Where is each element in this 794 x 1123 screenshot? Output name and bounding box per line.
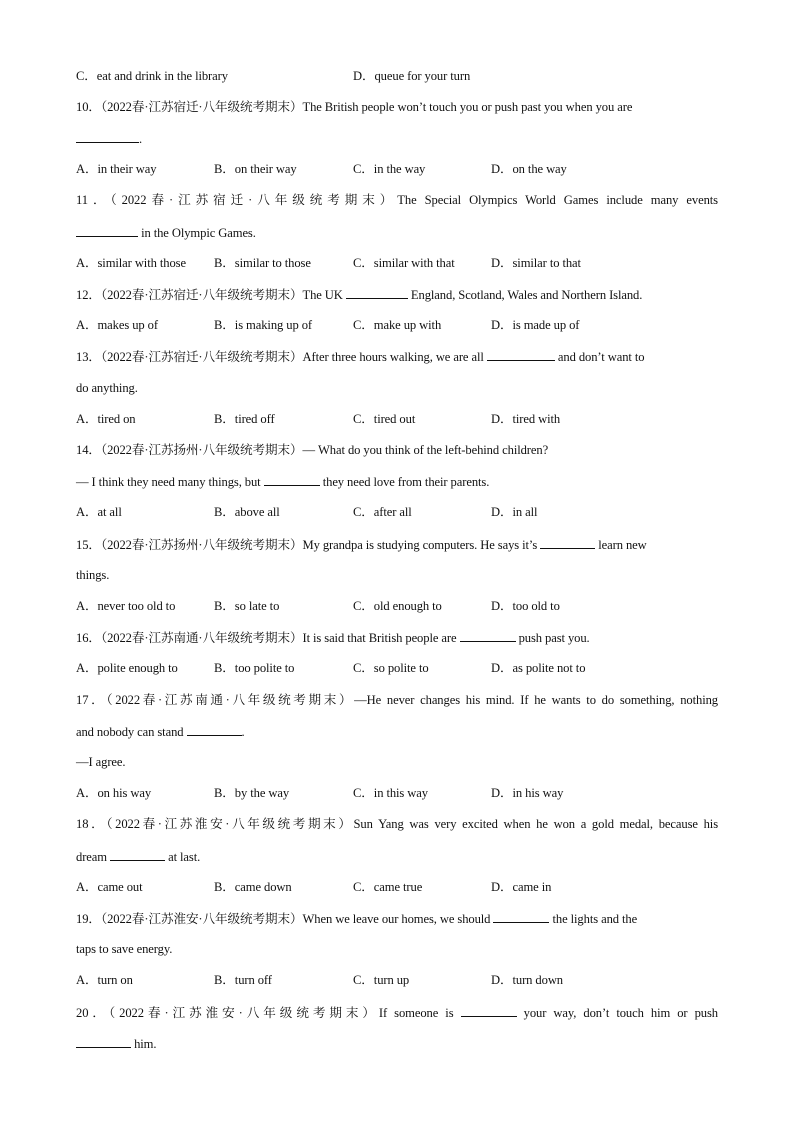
question-19-stem <box>76 910 718 927</box>
option-c: C．so polite to <box>353 661 429 675</box>
option-c: C．old enough to <box>353 599 442 613</box>
question-13-stem <box>76 348 718 365</box>
answer-blank <box>76 1035 131 1048</box>
question-text: England, Scotland, Wales and Northern Island. <box>410 288 643 302</box>
question-text: 11．（2022春·江苏宿迁·八年级统考期末）The Special Olympics World Games include many events <box>76 193 718 207</box>
option-b: B．above all <box>214 505 280 519</box>
answer-blank <box>460 629 516 642</box>
answer-blank <box>76 130 139 143</box>
question-17-stem <box>76 692 718 708</box>
question-text: 18．（2022春·江苏淮安·八年级统考期末）Sun Yang was very excited when he won a gold medal, because his <box>76 817 718 831</box>
answer-blank <box>487 348 555 361</box>
question-text: dream <box>76 850 107 864</box>
question-15-stem <box>76 536 718 553</box>
question-13-stem-cont <box>76 380 718 396</box>
question-20-stem <box>76 1004 718 1021</box>
option-c: C．tired out <box>353 412 416 426</box>
option-c: C．similar with that <box>353 256 455 270</box>
option-c: C．make up with <box>353 318 442 332</box>
option-c: C．came true <box>353 880 423 894</box>
option-d: D．turn down <box>491 973 564 987</box>
answer-blank <box>346 286 408 299</box>
option-a: A．at all <box>76 505 122 519</box>
option-d: D．in all <box>491 505 538 519</box>
option-d: D．in his way <box>491 786 564 800</box>
question-18-stem-cont <box>76 848 718 865</box>
option-a: A．came out <box>76 880 143 894</box>
option-b: B．turn off <box>214 973 272 987</box>
option-a: A．on his way <box>76 786 152 800</box>
option-a: A．turn on <box>76 973 133 987</box>
option-a: A．makes up of <box>76 318 158 332</box>
answer-blank <box>461 1004 517 1017</box>
question-text: and don’t want to <box>557 350 645 364</box>
option-d: D．queue for your turn <box>353 69 471 83</box>
option-a: A．polite enough to <box>76 661 178 675</box>
question-10-stem-cont <box>76 130 718 147</box>
question-17-reply <box>76 754 718 770</box>
question-text: 20．（2022春·江苏淮安·八年级统考期末）If someone is <box>76 1006 454 1020</box>
question-text: . <box>139 132 143 146</box>
question-17-stem-cont <box>76 723 718 740</box>
option-c: C．in this way <box>353 786 428 800</box>
option-c: C．turn up <box>353 973 410 987</box>
option-c: C．in the way <box>353 162 426 176</box>
answer-blank <box>76 224 138 237</box>
question-text: 19．（2022春·江苏淮安·八年级统考期末）When we leave our homes, we should <box>76 912 491 926</box>
answer-blank <box>540 536 595 549</box>
option-d: D．as polite not to <box>491 661 586 675</box>
option-b: B．on their way <box>214 162 297 176</box>
option-a: A．never too old to <box>76 599 176 613</box>
option-d: D．is made up of <box>491 318 580 332</box>
option-b: B．tired off <box>214 412 275 426</box>
question-text: learn new <box>598 538 647 552</box>
option-b: B．too polite to <box>214 661 295 675</box>
answer-blank <box>264 473 320 486</box>
question-text: at last. <box>168 850 201 864</box>
answer-blank <box>493 910 549 923</box>
question-20-stem-cont <box>76 1035 718 1052</box>
option-b: B．so late to <box>214 599 280 613</box>
question-text: 14．（2022春·江苏扬州·八年级统考期末）— What do you think of the left-behind children? <box>76 443 549 457</box>
question-text: they need love from their parents. <box>322 475 490 489</box>
question-text: do anything. <box>76 381 138 395</box>
answer-blank <box>110 848 165 861</box>
question-text: — I think they need many things, but <box>76 475 261 489</box>
question-11-stem-cont <box>76 224 718 241</box>
question-14-stem <box>76 442 718 458</box>
option-d: D．tired with <box>491 412 561 426</box>
question-text: 16．（2022春·江苏南通·八年级统考期末）It is said that British people are <box>76 631 457 645</box>
question-19-stem-cont <box>76 941 718 957</box>
question-12-stem <box>76 286 718 303</box>
question-text: 17．（2022春·江苏南通·八年级统考期末）—He never changes his mind. If he wants to do something, nothing <box>76 693 718 707</box>
question-text: and nobody can stand <box>76 725 184 739</box>
question-text: —I agree. <box>76 755 126 769</box>
question-text: taps to save energy. <box>76 942 173 956</box>
option-b: B．came down <box>214 880 292 894</box>
option-d: D．on the way <box>491 162 567 176</box>
question-text: your way, don’t touch him or push <box>523 1006 718 1020</box>
question-16-stem <box>76 629 718 646</box>
option-d: D．came in <box>491 880 552 894</box>
question-18-stem <box>76 816 718 832</box>
question-text: push past you. <box>518 631 590 645</box>
question-15-stem-cont <box>76 567 718 583</box>
option-b: B．similar to those <box>214 256 311 270</box>
option-c: C．after all <box>353 505 412 519</box>
option-c: C．eat and drink in the library <box>76 69 228 83</box>
question-text: him. <box>134 1037 157 1051</box>
question-text: things. <box>76 568 110 582</box>
option-b: B．by the way <box>214 786 290 800</box>
question-text: 10．（2022春·江苏宿迁·八年级统考期末）The British people won’t touch you or push past you when you are <box>76 100 633 114</box>
option-a: A．similar with those <box>76 256 186 270</box>
option-d: D．too old to <box>491 599 560 613</box>
question-text: 12．（2022春·江苏宿迁·八年级统考期末）The UK <box>76 288 343 302</box>
answer-blank <box>187 723 242 736</box>
option-d: D．similar to that <box>491 256 581 270</box>
question-11-stem <box>76 192 718 208</box>
question-text: 13．（2022春·江苏宿迁·八年级统考期末）After three hours walking, we are all <box>76 350 484 364</box>
question-text: in the Olympic Games. <box>141 226 256 240</box>
option-a: A．in their way <box>76 162 157 176</box>
question-14-stem-cont <box>76 473 718 490</box>
question-10-stem <box>76 99 718 115</box>
question-text: the lights and the <box>552 912 638 926</box>
question-text: 15．（2022春·江苏扬州·八年级统考期末）My grandpa is studying computers. He says it’s <box>76 538 538 552</box>
question-text: . <box>241 725 245 739</box>
option-a: A．tired on <box>76 412 136 426</box>
option-b: B．is making up of <box>214 318 312 332</box>
